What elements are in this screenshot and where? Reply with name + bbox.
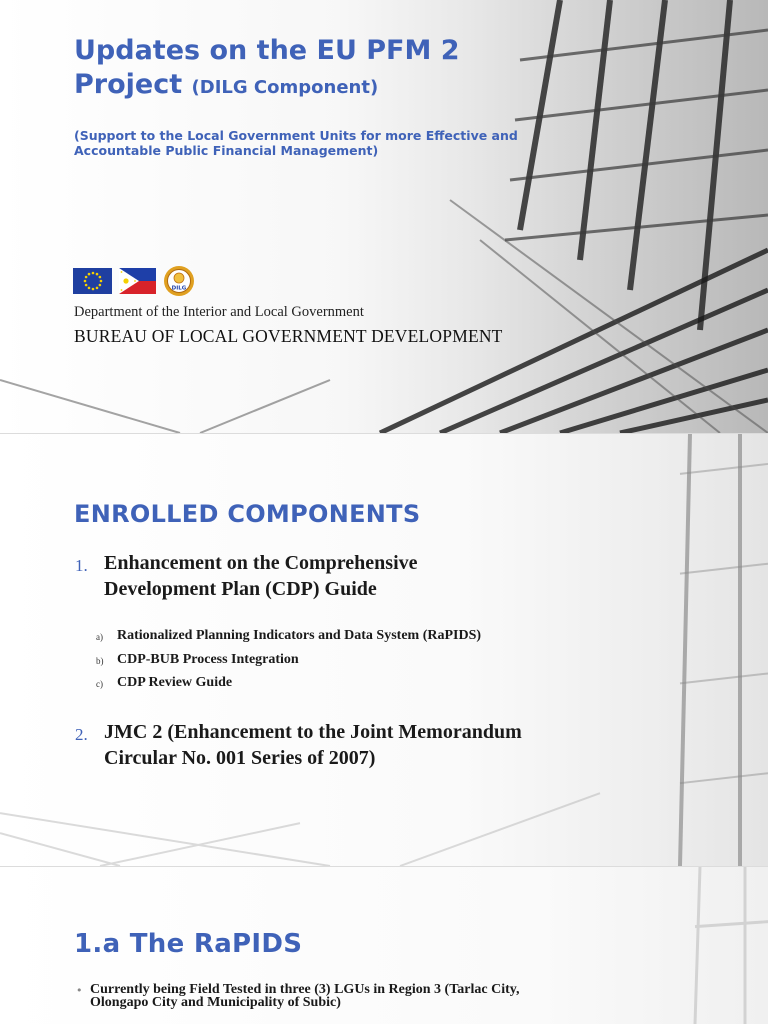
slide-subtitle: (Support to the Local Government Units for more Effective and Accountable Public Financial Management) <box>74 128 518 158</box>
list-item-line-1: JMC 2 (Enhancement to the Joint Memorandum <box>104 721 522 743</box>
bureau-name: BUREAU OF LOCAL GOVERNMENT DEVELOPMENT <box>74 326 503 346</box>
list-item-number: 1. <box>75 556 88 575</box>
sub-item-marker: a) <box>96 632 103 642</box>
sub-item-marker: c) <box>96 679 103 689</box>
list-item <box>104 719 522 771</box>
architecture-background <box>0 434 768 866</box>
sub-item: CDP-BUB Process Integration <box>117 652 299 667</box>
department-name: Department of the Interior and Local Government <box>74 304 364 320</box>
dilg-seal-text: DILG <box>171 285 187 292</box>
rapids-slide <box>0 866 768 1024</box>
bullet-icon: • <box>76 984 83 997</box>
sub-item-marker: b) <box>96 656 104 666</box>
section-heading: 1.a The RaPIDS <box>74 929 303 959</box>
sub-item: CDP Review Guide <box>117 675 233 690</box>
list-item-line-2: Development Plan (CDP) Guide <box>104 578 377 600</box>
title-suffix: (DILG Component) <box>191 77 379 98</box>
slide-title <box>74 34 460 105</box>
title-line-1: Updates on the EU PFM 2 <box>74 35 460 66</box>
section-heading: ENROLLED COMPONENTS <box>74 500 421 528</box>
list-item-line-1: Enhancement on the Comprehensive <box>104 552 418 574</box>
bullet-line-2: Olongapo City and Municipality of Subic) <box>90 995 341 1010</box>
list-item <box>104 550 418 602</box>
logo-row <box>73 266 195 296</box>
philippine-flag-icon <box>119 268 156 294</box>
title-line-2: Project <box>74 69 183 100</box>
dilg-seal-icon <box>163 265 195 297</box>
enrolled-components-slide <box>0 433 768 866</box>
bullet-item <box>90 983 630 1009</box>
sub-item: Rationalized Planning Indicators and Data System (RaPIDS) <box>117 628 482 643</box>
title-slide <box>0 0 768 433</box>
eu-flag-icon <box>73 268 112 294</box>
bullet-line-1: Currently being Field Tested in three (3) LGUs in Region 3 (Tarlac City, <box>90 982 520 997</box>
list-item-line-2: Circular No. 001 Series of 2007) <box>104 747 376 769</box>
list-item-number: 2. <box>75 725 88 744</box>
